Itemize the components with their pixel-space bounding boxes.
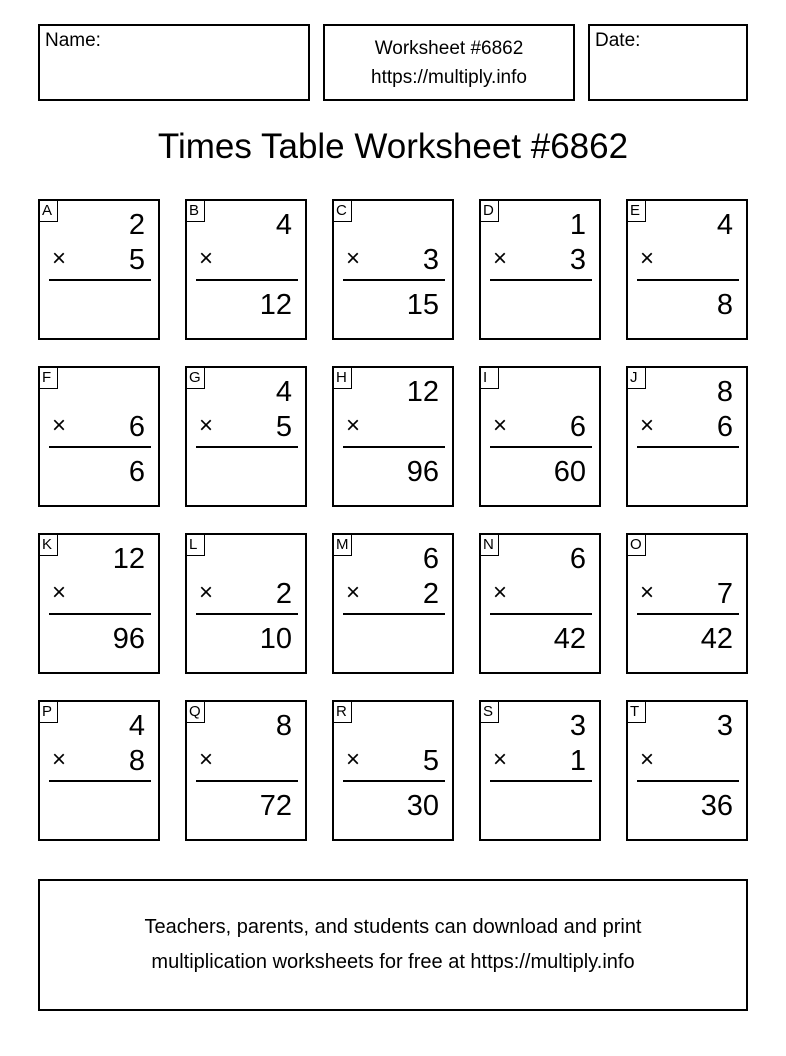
problem-letter: R xyxy=(334,702,352,723)
times-sign: × xyxy=(640,412,655,439)
times-sign: × xyxy=(346,245,361,272)
answer-rule xyxy=(49,613,151,615)
answer-rule xyxy=(343,279,445,281)
problem-letter: N xyxy=(481,535,499,556)
problem-top-factor: 12 xyxy=(112,543,145,575)
answer-rule xyxy=(343,780,445,782)
problem-letter: A xyxy=(40,201,58,222)
problem-bottom-factor: 5 xyxy=(128,244,145,276)
problem-letter: P xyxy=(40,702,58,723)
problem-letter: T xyxy=(628,702,646,723)
footer-line-1: Teachers, parents, and students can download and print xyxy=(144,916,642,938)
problem-bottom-factor: 2 xyxy=(422,578,439,610)
problem-top-factor: 1 xyxy=(569,209,586,241)
problem-bottom-factor: 7 xyxy=(716,578,733,610)
problem-top-factor: 6 xyxy=(569,543,586,575)
problem-product: 60 xyxy=(553,456,586,488)
problem-bottom-factor: 6 xyxy=(716,411,733,443)
times-sign: × xyxy=(199,412,214,439)
problem-top-factor: 8 xyxy=(716,376,733,408)
problem-bottom-factor: 2 xyxy=(275,578,292,610)
problem-letter: J xyxy=(628,368,646,389)
problem-card xyxy=(626,700,748,841)
problem-card xyxy=(479,700,601,841)
answer-rule xyxy=(196,446,298,448)
name-label: Name: xyxy=(45,30,101,51)
problem-card xyxy=(626,366,748,507)
problem-bottom-factor: 6 xyxy=(569,411,586,443)
problem-product: 42 xyxy=(553,623,586,655)
problem-card xyxy=(38,199,160,340)
problem-card xyxy=(626,533,748,674)
answer-rule xyxy=(196,780,298,782)
problem-bottom-factor: 1 xyxy=(569,745,586,777)
times-sign: × xyxy=(493,245,508,272)
problem-card xyxy=(185,366,307,507)
footer-note xyxy=(38,879,748,1011)
problem-product: 6 xyxy=(128,456,145,488)
problem-card xyxy=(185,199,307,340)
times-sign: × xyxy=(199,579,214,606)
times-sign: × xyxy=(346,412,361,439)
problem-card xyxy=(332,366,454,507)
problem-card xyxy=(38,700,160,841)
problem-top-factor: 12 xyxy=(406,376,439,408)
problem-top-factor: 6 xyxy=(422,543,439,575)
problem-bottom-factor: 8 xyxy=(128,745,145,777)
answer-rule xyxy=(49,279,151,281)
problem-letter: S xyxy=(481,702,499,723)
problem-letter: B xyxy=(187,201,205,222)
problem-product: 72 xyxy=(259,790,292,822)
problem-top-factor: 2 xyxy=(128,209,145,241)
problem-top-factor: 4 xyxy=(716,209,733,241)
problem-letter: D xyxy=(481,201,499,222)
date-label: Date: xyxy=(595,30,641,51)
problem-top-factor: 4 xyxy=(275,209,292,241)
problem-top-factor: 8 xyxy=(275,710,292,742)
answer-rule xyxy=(49,780,151,782)
answer-rule xyxy=(49,446,151,448)
problem-card xyxy=(38,533,160,674)
problem-letter: H xyxy=(334,368,352,389)
times-sign: × xyxy=(52,412,67,439)
times-sign: × xyxy=(640,579,655,606)
problem-letter: Q xyxy=(187,702,205,723)
problem-bottom-factor: 3 xyxy=(569,244,586,276)
problem-bottom-factor: 5 xyxy=(422,745,439,777)
problem-product: 36 xyxy=(700,790,733,822)
answer-rule xyxy=(490,613,592,615)
problem-card xyxy=(479,533,601,674)
problem-card xyxy=(185,533,307,674)
problem-card xyxy=(332,199,454,340)
problem-top-factor: 3 xyxy=(716,710,733,742)
answer-rule xyxy=(637,446,739,448)
times-sign: × xyxy=(199,245,214,272)
worksheet-info-box xyxy=(323,24,575,101)
problem-letter: O xyxy=(628,535,646,556)
problem-card xyxy=(479,199,601,340)
times-sign: × xyxy=(493,412,508,439)
problem-product: 42 xyxy=(700,623,733,655)
problem-card xyxy=(626,199,748,340)
problem-top-factor: 3 xyxy=(569,710,586,742)
times-sign: × xyxy=(346,746,361,773)
times-sign: × xyxy=(52,746,67,773)
problem-letter: I xyxy=(481,368,499,389)
page-title: Times Table Worksheet #6862 xyxy=(157,127,629,166)
problem-product: 96 xyxy=(112,623,145,655)
problem-product: 30 xyxy=(406,790,439,822)
answer-rule xyxy=(343,613,445,615)
problem-letter: E xyxy=(628,201,646,222)
problem-card xyxy=(38,366,160,507)
footer-line-2: multiplication worksheets for free at https://multiply.info xyxy=(151,951,635,973)
answer-rule xyxy=(196,613,298,615)
times-sign: × xyxy=(52,245,67,272)
worksheet-url: https://multiply.info xyxy=(371,67,527,88)
answer-rule xyxy=(490,446,592,448)
answer-rule xyxy=(637,279,739,281)
problem-product: 12 xyxy=(259,289,292,321)
answer-rule xyxy=(343,446,445,448)
problem-letter: K xyxy=(40,535,58,556)
problem-letter: M xyxy=(334,535,352,556)
problem-bottom-factor: 6 xyxy=(128,411,145,443)
times-sign: × xyxy=(52,579,67,606)
answer-rule xyxy=(490,279,592,281)
problem-card xyxy=(332,700,454,841)
answer-rule xyxy=(490,780,592,782)
problem-top-factor: 4 xyxy=(128,710,145,742)
times-sign: × xyxy=(493,579,508,606)
times-sign: × xyxy=(346,579,361,606)
problem-product: 15 xyxy=(406,289,439,321)
problem-top-factor: 4 xyxy=(275,376,292,408)
problem-card xyxy=(185,700,307,841)
problem-bottom-factor: 5 xyxy=(275,411,292,443)
problem-letter: F xyxy=(40,368,58,389)
worksheet-number: Worksheet #6862 xyxy=(374,38,524,59)
name-field[interactable] xyxy=(38,24,310,101)
times-sign: × xyxy=(199,746,214,773)
problem-product: 8 xyxy=(716,289,733,321)
problem-card xyxy=(332,533,454,674)
problem-bottom-factor: 3 xyxy=(422,244,439,276)
problem-product: 96 xyxy=(406,456,439,488)
problem-letter: L xyxy=(187,535,205,556)
problem-letter: G xyxy=(187,368,205,389)
problem-letter: C xyxy=(334,201,352,222)
times-sign: × xyxy=(640,746,655,773)
date-field[interactable] xyxy=(588,24,748,101)
times-sign: × xyxy=(493,746,508,773)
answer-rule xyxy=(637,780,739,782)
answer-rule xyxy=(196,279,298,281)
times-sign: × xyxy=(640,245,655,272)
problem-card xyxy=(479,366,601,507)
problem-product: 10 xyxy=(259,623,292,655)
answer-rule xyxy=(637,613,739,615)
